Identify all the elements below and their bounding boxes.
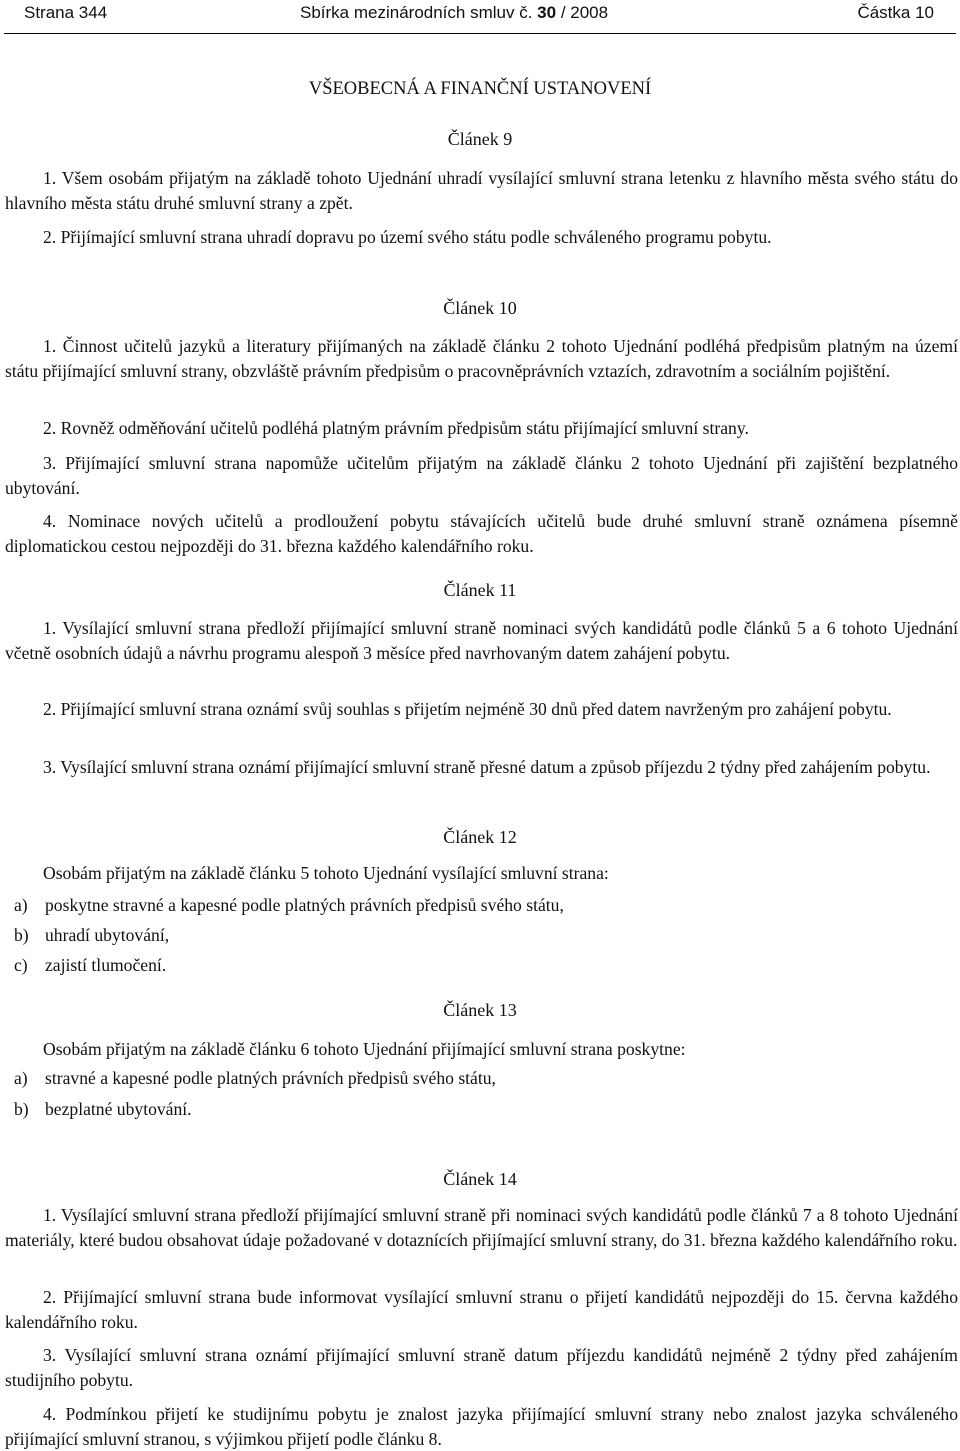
item-label: b) xyxy=(14,1099,29,1119)
collection-number: 30 xyxy=(537,3,557,22)
item-text: bezplatné ubytování. xyxy=(45,1099,192,1119)
article-14-paragraph-4: 4. Podmínkou přijetí ke studijnímu pobytu je znalost jazyka přijímající smluvní strany nebo znalost jazyka schváleného přijímající smluvní stranou, s výjimkou přijetí podle článku 8. xyxy=(5,1404,958,1449)
header-divider xyxy=(4,33,956,34)
page-header xyxy=(0,3,960,27)
article-11-paragraph-1: 1. Vysílající smluvní strana předloží přijímající smluvní straně nominaci svých kandidátů podle článků 5 a 6 tohoto Ujednání včetně osobních údajů a návrhu programu alespoň 3 měsíce před navrhovaným datem zahájení pobytu. xyxy=(5,618,958,663)
article-10-paragraph-3: 3. Přijímající smluvní strana napomůže učitelům přijatým na základě článku 2 tohoto Ujednání při zajištění bezplatného ubytování. xyxy=(5,453,958,498)
item-label: c) xyxy=(14,955,28,975)
article-10-paragraph-1: 1. Činnost učitelů jazyků a literatury přijímaných na základě článku 2 tohoto Ujednání podléhá předpisům platným na území státu přijímající smluvní strany, obzvláště právním předpisům o pracovněprávních vztazích, zdravotním a sociálním pojištění. xyxy=(5,336,958,381)
article-10-paragraph-4: 4. Nominace nových učitelů a prodloužení pobytu stávajících učitelů bude druhé smluvní straně oznámena písemně diplomatickou cestou nejpozději do 31. března každého kalendářního roku. xyxy=(5,511,958,556)
article-10-heading: Článek 10 xyxy=(443,298,517,318)
article-9-heading: Článek 9 xyxy=(447,129,513,149)
article-12-heading: Článek 12 xyxy=(443,827,517,847)
article-13-heading: Článek 13 xyxy=(443,1000,517,1020)
article-11-heading: Článek 11 xyxy=(443,580,517,600)
article-14-paragraph-3: 3. Vysílající smluvní strana oznámí přijímající smluvní straně datum příjezdu kandidátů nejméně 2 týdny před zahájením studijního pobytu. xyxy=(5,1345,958,1390)
article-14-paragraph-2: 2. Přijímající smluvní strana bude informovat vysílající smluvní stranu o přijetí kandidátů nejpozději do 15. června každého kalendářního roku. xyxy=(5,1287,958,1332)
article-9-paragraph-1: 1. Všem osobám přijatým na základě tohoto Ujednání uhradí vysílající smluvní strana letenku z hlavního města svého státu do hlavního města státu druhé smluvní strany a zpět. xyxy=(5,168,958,213)
item-text: uhradí ubytování, xyxy=(45,925,170,945)
item-text: stravné a kapesné podle platných právních předpisů svého státu, xyxy=(45,1068,496,1088)
item-label: a) xyxy=(14,1068,28,1088)
item-label: a) xyxy=(14,895,28,915)
article-10-paragraph-2: 2. Rovněž odměňování učitelů podléhá platným právním předpisům státu přijímající smluvní strany. xyxy=(43,418,749,438)
collection-reference xyxy=(300,3,608,23)
page-number: Strana 344 xyxy=(24,3,108,22)
section-title: VŠEOBECNÁ A FINANČNÍ USTANOVENÍ xyxy=(308,79,652,99)
article-11-paragraph-3: 3. Vysílající smluvní strana oznámí přijímající smluvní straně přesné datum a způsob příjezdu 2 týdny před zahájením pobytu. xyxy=(43,757,931,777)
article-9-paragraph-2: 2. Přijímající smluvní strana uhradí dopravu po území svého státu podle schváleného programu pobytu. xyxy=(43,227,772,247)
item-text: poskytne stravné a kapesné podle platných právních předpisů svého státu, xyxy=(45,895,564,915)
article-12-intro: Osobám přijatým na základě článku 5 tohoto Ujednání vysílající smluvní strana: xyxy=(43,863,609,883)
article-11-paragraph-2: 2. Přijímající smluvní strana oznámí svůj souhlas s přijetím nejméně 30 dnů před datem navrženým pro zahájení pobytu. xyxy=(43,699,892,719)
article-13-intro: Osobám přijatým na základě článku 6 tohoto Ujednání přijímající smluvní strana poskytne: xyxy=(43,1039,686,1059)
article-14-paragraph-1: 1. Vysílající smluvní strana předloží přijímající smluvní straně při nominaci svých kandidátů podle článků 7 a 8 tohoto Ujednání materiály, které budou obsahovat údaje požadované v dotaznících přijímající smluvní strany, do 31. března každého kalendářního roku. xyxy=(5,1205,958,1250)
collection-year: / 2008 xyxy=(560,3,609,22)
article-14-heading: Článek 14 xyxy=(443,1169,517,1189)
item-text: zajistí tlumočení. xyxy=(45,955,167,975)
collection-prefix: Sbírka mezinárodních smluv č. xyxy=(300,3,533,22)
part-number: Částka 10 xyxy=(857,3,934,22)
item-label: b) xyxy=(14,925,29,945)
